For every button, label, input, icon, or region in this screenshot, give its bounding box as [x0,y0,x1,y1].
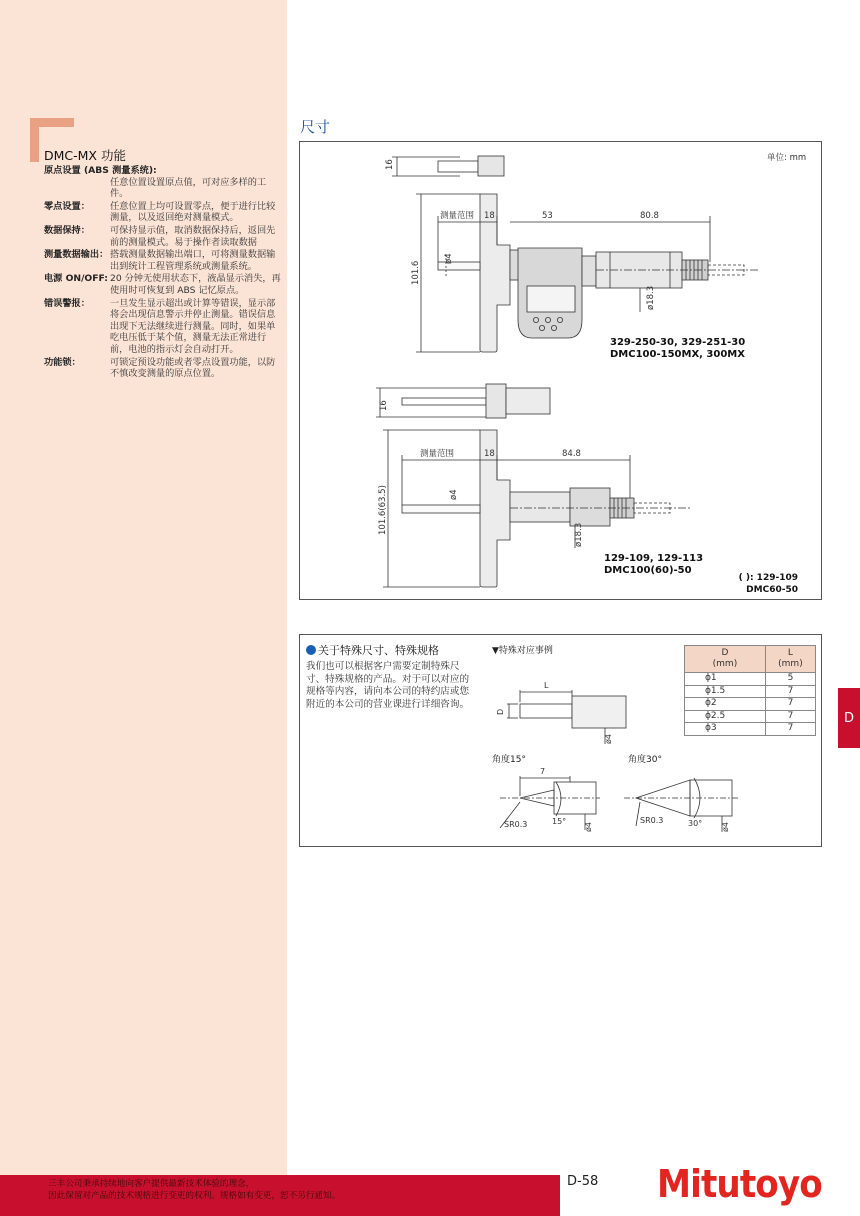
cell-l: 7 [765,723,815,736]
model-line: DMC100(60)-50 [604,565,692,576]
special-title-text: 关于特殊尺寸、特殊规格 [318,644,439,657]
dim-text: 7 [540,767,546,776]
dim-text: ø4 [449,489,459,500]
cell-d: ϕ3 [685,723,766,736]
feature-term: 零点设置： [44,200,90,212]
dim-text: 84.8 [562,449,581,459]
dim-text: ø18.3 [574,522,584,547]
cell-l: 7 [765,710,815,723]
dim-text: 53 [542,211,553,221]
cell-d: ϕ2 [685,698,766,711]
model-line: DMC100-150MX, 300MX [610,349,745,360]
feature-desc: 任意位置设置原点值，可对应多样的工件。 [110,176,267,200]
special-text: 我们也可以根据客户需要定制特殊尺寸、特殊规格的产品。对于可以对应的规格等内容，请向本公司的特约店或您附近的本公司的营业课进行详细咨询。 [306,661,470,710]
feature-desc: 可保持显示值，取消数据保持后，返回先前的测量模式。易于操作者读取数据 [110,224,276,248]
cell-d: ϕ1 [685,673,766,686]
cell-l: 7 [765,685,815,698]
footer-notice [48,1178,558,1202]
dim-text: ø4 [444,253,454,264]
feature-term: 电源 ON/OFF: [44,273,108,285]
example-label: ▼特殊对应事例 [492,646,553,656]
dim-text: 测量范围 [420,449,455,459]
dim-text: ø4 [721,822,730,832]
features-title: DMC-MX 功能 [44,148,126,163]
dim-text: ø18.3 [646,285,656,310]
feature-term: 数据保持： [44,224,90,236]
angle30-title: 角度30° [628,755,662,765]
feature-term: 错误警报： [44,297,90,309]
model-line: 129-109, 129-113 [604,553,704,564]
model-line: 329-250-30, 329-251-30 [610,337,746,348]
feature-desc: 20 分钟无使用状态下，液晶显示消失，再使用时可恢复到 ABS 记忆原点。 [110,273,281,296]
footer-notice-line: 因此保留对产品的技术规格进行变更的权利。规格如有变更，恕不另行通知。 [48,1191,341,1201]
dim-text: 18 [484,449,495,459]
brand-logo: Mitutoyo [657,1162,822,1206]
feature-term: 原点设置 (ABS 测量系统): [44,165,157,176]
feature-desc: 任意位置上均可设置零点，便于进行比较测量，以及返回绝对测量模式。 [110,200,276,224]
dim-text: 18 [484,211,495,221]
model-label-2 [604,553,703,577]
dim-text: 101.6 [411,260,421,285]
model-note [734,572,798,596]
dim-text: 16 [379,400,389,411]
note-line: DMC60-50 [746,585,798,595]
dim-text: D [496,708,505,715]
dim-text: 16 [385,159,395,170]
cell-d: ϕ2.5 [685,710,766,723]
dim-text: 30° [688,819,703,828]
footer-notice-line: 三丰公司秉承持续地向客户提供最新技术体验的理念， [48,1179,255,1189]
cell-l: 5 [765,673,815,686]
col-l: L [787,648,793,658]
col-d: D [721,648,729,658]
feature-desc: 可锁定预设功能或者零点设置功能，以防不慎改变测量的原点位置。 [110,356,276,380]
dim-text: 测量范围 [440,211,475,221]
cell-l: 7 [765,698,815,711]
feature-term: 功能锁： [44,356,81,368]
note-line: ( ): 129-109 [738,573,798,583]
dim-text: 80.8 [640,211,659,221]
feature-desc: 一旦发生显示超出或计算等错误，显示部将会出现信息警示并停止测量。错误信息出现下无法继续进行测量。同时，如果单吃电压低于某个值，测量无法正常进行前，电池的指示灯会自动打开。 [110,297,276,355]
dim-text: SR0.3 [504,820,528,829]
dim-text: ø4 [584,822,593,832]
unit-label: 单位: mm [767,153,807,163]
cell-d: ϕ1.5 [685,685,766,698]
feature-term: 测量数据输出： [44,249,109,261]
model-label-1 [610,337,745,361]
angle15-title: 角度15° [492,755,526,765]
page-number: D-58 [567,1174,599,1189]
col-unit: (mm) [778,659,803,669]
dim-text: L [544,681,549,690]
dim-text: SR0.3 [640,816,664,825]
dim-text: 101.6(63.5) [378,485,388,535]
dim-text: ø4 [604,734,613,744]
dim-text: 15° [552,817,567,826]
dimensions-title: 尺寸 [300,118,331,136]
col-unit: (mm) [712,659,738,669]
special-diagrams [0,640,860,850]
feature-desc: 搭载测量数据输出端口，可将测量数据输出到统计工程管理系统或测量系统。 [110,249,276,272]
section-tab-d[interactable]: D [838,688,860,748]
